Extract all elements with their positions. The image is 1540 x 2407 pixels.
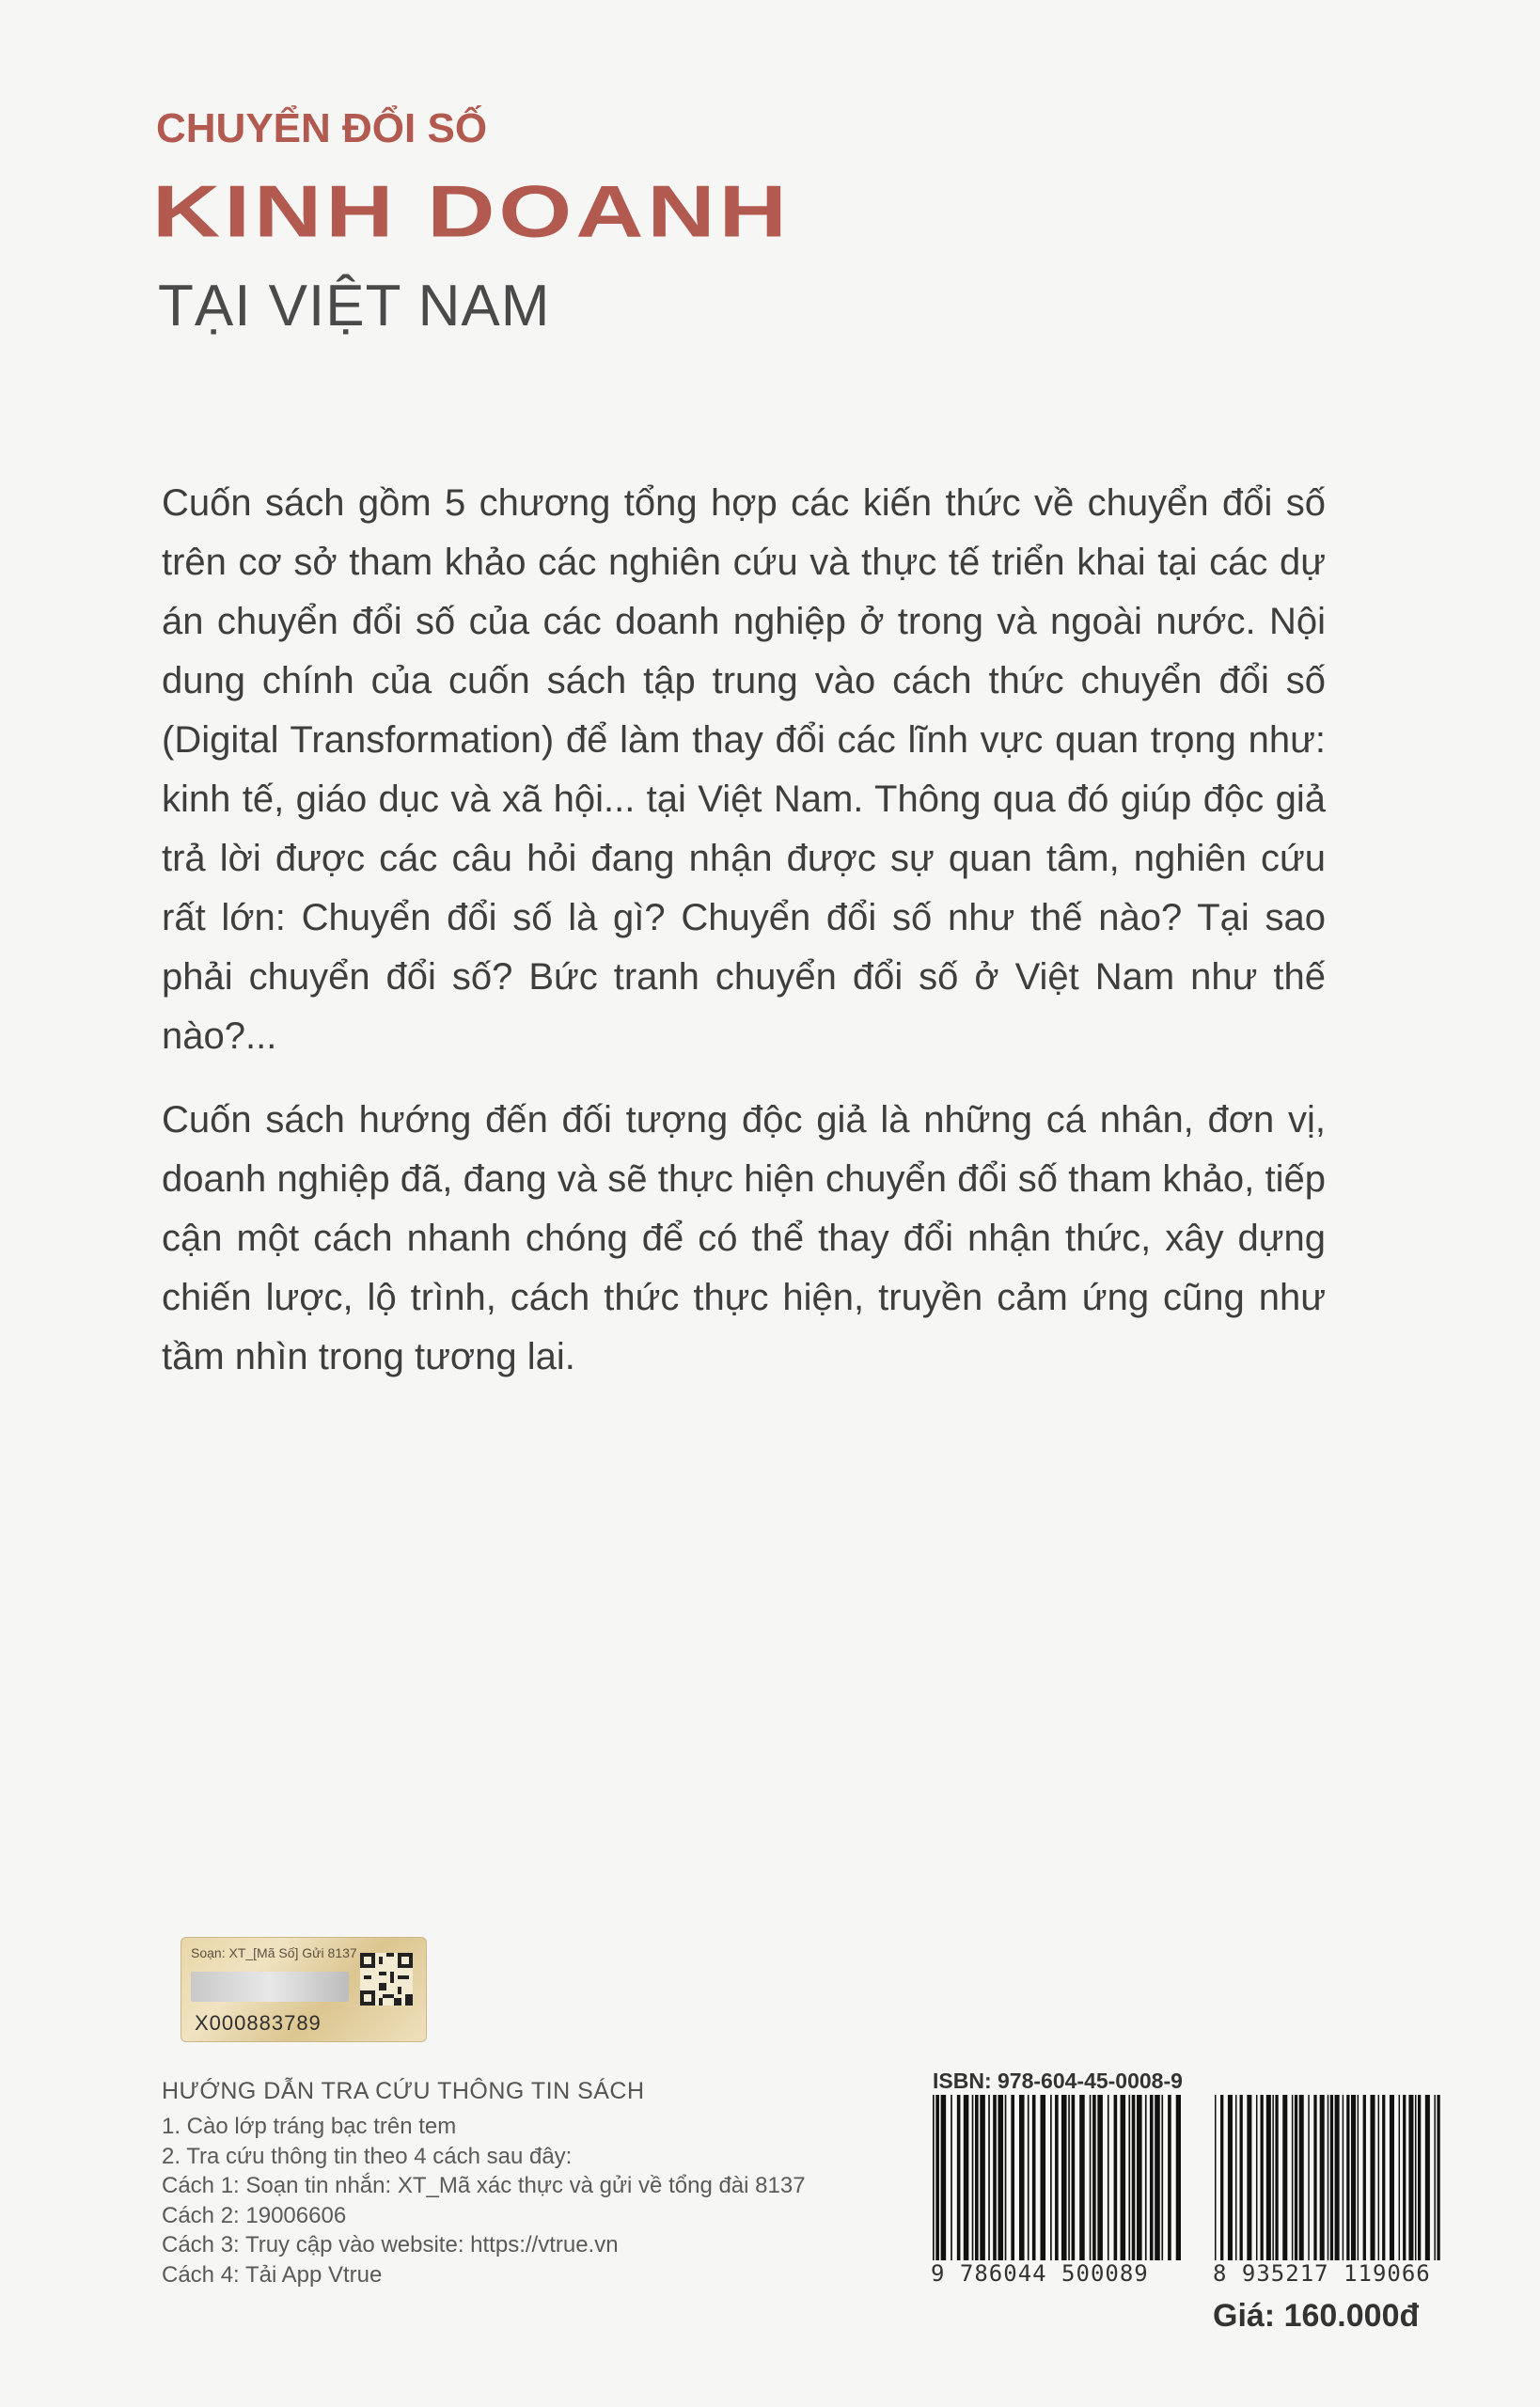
isbn-barcode (933, 2095, 1181, 2260)
barcode-bar (1168, 2095, 1171, 2260)
barcode-bar (1299, 2095, 1304, 2260)
barcode-bar (1137, 2095, 1142, 2260)
guide-step: Cách 1: Soạn tin nhắn: XT_Mã xác thực và gửi về tổng đài 8137 (162, 2173, 806, 2198)
barcode-bar (1155, 2095, 1160, 2260)
barcode-bar (1437, 2095, 1439, 2260)
qr-code-icon (360, 1953, 413, 2006)
barcode-bar (1434, 2095, 1436, 2260)
barcode-bar (1079, 2095, 1085, 2260)
barcode-bar (993, 2095, 997, 2260)
barcode-bar (1050, 2095, 1052, 2260)
barcode-bar (975, 2095, 979, 2260)
barcode-bar (1019, 2095, 1025, 2260)
barcode-bar (1382, 2095, 1385, 2260)
barcode-bar (1235, 2095, 1237, 2260)
description-paragraph-1: Cuốn sách gồm 5 chương tổng hợp các kiến thức về chuyển đổi số trên cơ sở tham khảo các nghiên cứu và thực tế triển khai tại các dự án chuyển đổi số của các doanh nghiệp ở trong và ngoài nước. Nội dung chính của cuốn sách tập trung vào cách thức chuyển đổi số (Digital Transformation) để làm thay đổi các lĩnh vực quan trọng như: kinh tế, giáo dục và xã hội... tại Việt Nam. Thông qua đó giúp độc giả trả lời được các câu hỏi đang nhận được sự quan tâm, nghiên cứu rất lớn: Chuyển đổi số là gì? Chuyển đổi số như thế nào? Tại sao phải chuyển đổi số? Bức tranh chuyển đổi số ở Việt Nam như thế nào?... (162, 482, 1326, 1057)
barcode-bar (1363, 2095, 1366, 2260)
barcode-bar (998, 2095, 1003, 2260)
barcode-bar (1266, 2095, 1271, 2260)
product-barcode (1215, 2095, 1440, 2260)
barcode-bar (1370, 2095, 1375, 2260)
barcode-bar (1328, 2095, 1329, 2260)
guide-step: 2. Tra cứu thông tin theo 4 cách sau đây: (162, 2143, 573, 2169)
barcode-bar (1418, 2095, 1421, 2260)
barcode-bar (1108, 2095, 1109, 2260)
barcode-bar (1330, 2095, 1333, 2260)
barcode-bar (1261, 2095, 1264, 2260)
barcode-bar (1399, 2095, 1401, 2260)
sticker-instruction: Soạn: XT_[Mã Số] Gửi 8137 (191, 1945, 357, 1960)
barcode-bar (1272, 2095, 1274, 2260)
barcode-bar (1343, 2095, 1344, 2260)
barcode-bar (941, 2095, 947, 2260)
barcode-bar (1295, 2095, 1297, 2260)
description-paragraph-2: Cuốn sách hướng đến đối tượng độc giả là những cá nhân, đơn vị, doanh nghiệp đã, đang và sẽ thực hiện chuyển đổi số tham khảo, tiếp cận một cách nhanh chóng để có thể thay đổi nhận thức, xây dựng chiến lược, lộ trình, cách thức thực hiện, truyền cảm ứng cũng như tầm nhìn trong tương lai. (162, 1099, 1326, 1377)
guide-step: Cách 2: 19006606 (162, 2202, 347, 2228)
lookup-guide-steps (162, 2112, 806, 2289)
barcode-bar (1176, 2095, 1181, 2260)
product-barcode-digits: 8 935217 119066 (1213, 2260, 1431, 2287)
guide-step: Cách 4: Tải App Vtrue (162, 2261, 383, 2288)
barcode-bar (1292, 2095, 1294, 2260)
barcode-bar (1032, 2095, 1036, 2260)
barcode-bar (1335, 2095, 1340, 2260)
barcode-bar (1390, 2095, 1394, 2260)
barcode-bar (1346, 2095, 1349, 2260)
barcode-bar (1011, 2095, 1014, 2260)
sticker-code: X000883789 (195, 2011, 322, 2035)
barcode-bar (1308, 2095, 1310, 2260)
barcode-bar (1256, 2095, 1258, 2260)
guide-step: Cách 3: Truy cập vào website: https://vtrue.vn (162, 2232, 619, 2258)
barcode-bar (1313, 2095, 1316, 2260)
isbn-label: ISBN: 978-604-45-0008-9 (933, 2069, 1183, 2093)
barcode-bar (1150, 2095, 1154, 2260)
barcode-bar (1090, 2095, 1092, 2260)
barcode-bar (1161, 2095, 1163, 2260)
barcode-bar (1040, 2095, 1045, 2260)
barcode-bar (933, 2095, 935, 2260)
barcode-bar (1028, 2095, 1029, 2260)
barcode-bar (1378, 2095, 1380, 2260)
barcode-bar (1114, 2095, 1118, 2260)
barcode-bar (951, 2095, 952, 2260)
barcode-bar (1275, 2095, 1278, 2260)
barcode-bar (1055, 2095, 1059, 2260)
barcode-bar (1072, 2095, 1076, 2260)
barcode-bar (957, 2095, 961, 2260)
barcode-bar (935, 2095, 939, 2260)
series-title: CHUYỂN ĐỔI SỐ (156, 105, 488, 151)
barcode-bar (972, 2095, 974, 2260)
book-title: KINH DOANH (152, 170, 791, 253)
barcode-bar (1068, 2095, 1070, 2260)
book-subtitle: TẠI VIỆT NAM (158, 274, 551, 338)
barcode-bar (1358, 2095, 1359, 2260)
barcode-bar (988, 2095, 990, 2260)
authentication-sticker (181, 1937, 427, 2042)
barcode-bar (1061, 2095, 1067, 2260)
barcode-bar (1145, 2095, 1147, 2260)
barcode-bar (1228, 2095, 1233, 2260)
barcode-bar (1403, 2095, 1406, 2260)
isbn-barcode-digits: 9 786044 500089 (931, 2260, 1149, 2287)
price-label: Giá: 160.000đ (1213, 2298, 1420, 2334)
guide-step: 1. Cào lớp tráng bạc trên tem (162, 2114, 457, 2139)
barcode-bar (1240, 2095, 1243, 2260)
barcode-bar (1005, 2095, 1007, 2260)
lookup-guide-title: HƯỚNG DẪN TRA CỨU THÔNG TIN SÁCH (162, 2078, 645, 2104)
barcode-bar (1092, 2095, 1096, 2260)
barcode-bar (1408, 2095, 1413, 2260)
barcode-bar (1351, 2095, 1356, 2260)
barcode-bar (1425, 2095, 1430, 2260)
barcode-bar (1132, 2095, 1136, 2260)
scratch-off-area (191, 1972, 349, 2002)
barcode-bar (1320, 2095, 1325, 2260)
barcode-bar (1121, 2095, 1126, 2260)
barcode-bar (1282, 2095, 1287, 2260)
barcode-bar (980, 2095, 985, 2260)
barcode-bar (1128, 2095, 1130, 2260)
barcode-bar (1415, 2095, 1417, 2260)
barcode-bar (964, 2095, 969, 2260)
barcode-bar (1247, 2095, 1251, 2260)
barcode-bar (1215, 2095, 1217, 2260)
barcode-bar (1220, 2095, 1223, 2260)
barcode-bar (1097, 2095, 1103, 2260)
